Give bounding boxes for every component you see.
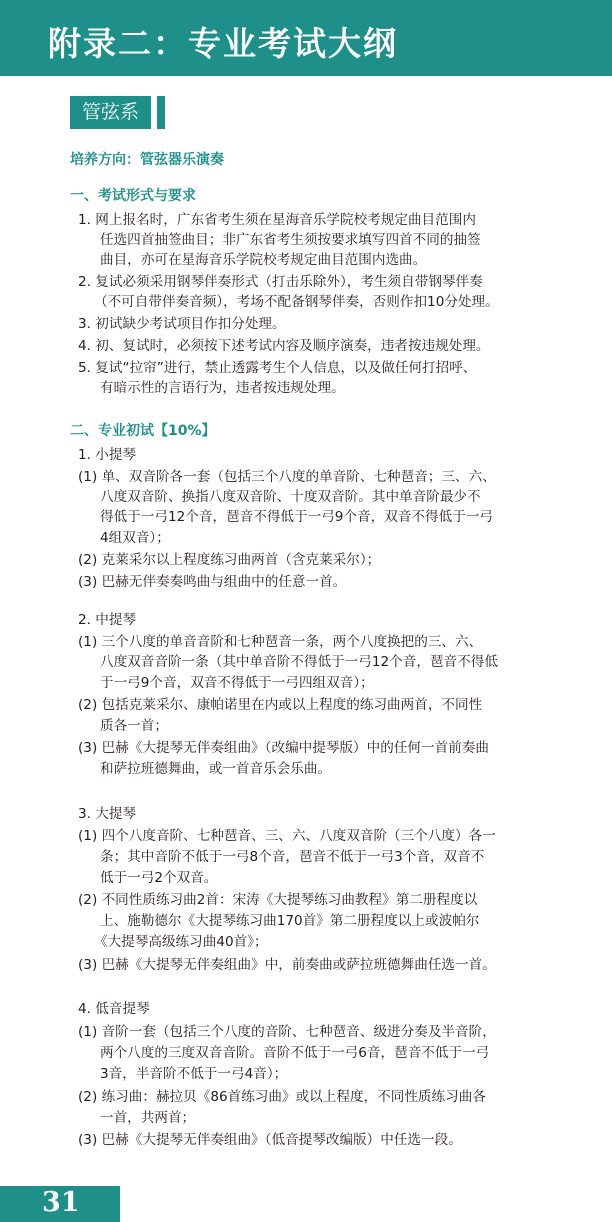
viola-line: 八度双音音阶一条（其中单音阶不得低于一弓12个音，琶音不得低 xyxy=(100,654,498,670)
cello-line: 条；其中音阶不低于一弓8个音，琶音不低于一弓3个音，双音不 xyxy=(100,849,485,865)
violin-heading: 1. 小提琴 xyxy=(78,447,137,463)
part1-line: 1. 网上报名时，广东省考生须在星海音乐学院校考规定曲目范围内 xyxy=(78,212,476,228)
viola-line: (3) 巴赫《大提琴无伴奏组曲》（改编中提琴版）中的任何一首前奏曲 xyxy=(78,740,489,756)
bass-line: (1) 音阶一套（包括三个八度的音阶、七种琶音、级进分奏及半音阶， xyxy=(78,1024,496,1040)
page-number: 31 xyxy=(42,1187,80,1218)
cello-line: 上、施勒德尔《大提琴练习曲170首》第二册程度以上或波帕尔 xyxy=(100,913,480,929)
part1-line: 有暗示性的言语行为，违者按违规处理。 xyxy=(100,380,345,396)
bass-line: 3音，半音阶不低于一弓4音）； xyxy=(100,1066,288,1082)
violin-line: 4组双音）； xyxy=(100,530,170,546)
part2-heading: 二、专业初试【10%】 xyxy=(70,423,216,439)
part1-line: 4. 初、复试时，必须按下述考试内容及顺序演奏，违者按违规处理。 xyxy=(78,338,490,354)
part1-line: 2. 复试必须采用钢琴伴奏形式（打击乐除外），考生须自带钢琴伴奏 xyxy=(78,274,483,290)
viola-line: 和萨拉班德舞曲，或一首音乐会乐曲。 xyxy=(100,761,332,777)
bass-line: (3) 巴赫《大提琴无伴奏组曲》（低音提琴改编版）中任选一段。 xyxy=(78,1132,462,1148)
cello-line: 《大提琴高级练习曲40首》； xyxy=(94,934,268,950)
part1-line: 3. 初试缺少考试项目作扣分处理。 xyxy=(78,316,286,332)
part1-heading: 一、考试形式与要求 xyxy=(70,188,196,204)
violin-line: (2) 克莱采尔以上程度练习曲两首（含克莱采尔）； xyxy=(78,552,381,568)
viola-line: 于一弓9个音，双音不得低于一弓四组双音）； xyxy=(100,675,374,691)
violin-line: 八度双音阶、换指八度双音阶、十度双音阶。其中单音阶最少不 xyxy=(100,489,481,505)
violin-line: 得低于一弓12个音，琶音不得低于一弓9个音，双音不得低于一弓 xyxy=(100,509,493,525)
cello-line: (1) 四个八度音阶、七种琶音、三、六、八度双音阶（三个八度）各一 xyxy=(78,828,496,844)
bass-line: 一首，共两首； xyxy=(100,1110,196,1126)
viola-heading: 2. 中提琴 xyxy=(78,612,137,628)
page-title: 附录二：专业考试大纲 xyxy=(48,24,398,63)
viola-line: 质各一首； xyxy=(100,718,168,734)
training-direction: 培养方向：管弦器乐演奏 xyxy=(70,152,224,168)
bass-line: (2) 练习曲：赫拉贝《86首练习曲》或以上程度，不同性质练习曲各 xyxy=(78,1089,486,1105)
violin-line: (3) 巴赫无伴奏奏鸣曲与组曲中的任意一首。 xyxy=(78,574,347,590)
part1-line: 5. 复试“拉帘”进行，禁止透露考生个人信息，以及做任何打招呼、 xyxy=(78,360,477,376)
part1-line: 曲目，亦可在星海音乐学院校考规定曲目范围内选曲。 xyxy=(100,252,427,268)
bass-heading: 4. 低音提琴 xyxy=(78,1001,150,1017)
cello-line: (2) 不同性质练习曲2首：宋涛《大提琴练习曲教程》第二册程度以 xyxy=(78,892,478,908)
cello-line: 低于一弓2个双音。 xyxy=(100,870,218,886)
bass-line: 两个八度的三度双音音阶。音阶不低于一弓6音，琶音不低于一弓 xyxy=(100,1045,490,1061)
section-tag-bar xyxy=(157,96,165,129)
cello-line: (3) 巴赫《大提琴无伴奏组曲》中，前奏曲或萨拉班德舞曲任选一首。 xyxy=(78,957,496,973)
cello-heading: 3. 大提琴 xyxy=(78,806,137,822)
part1-line: 任选四首抽签曲目；非广东省考生须按要求填写四首不同的抽签 xyxy=(100,232,481,248)
violin-line: (1) 单、双音阶各一套（包括三个八度的单音阶、七种琶音；三、六、 xyxy=(78,469,496,485)
part1-line: （不可自带伴奏音频），考场不配备钢琴伴奏，否则作扣10分处理。 xyxy=(94,294,499,310)
viola-line: (1) 三个八度的单音音阶和七种琶音一条，两个八度换把的三、六、 xyxy=(78,634,483,650)
viola-line: (2) 包括克莱采尔、康帕诺里在内或以上程度的练习曲两首，不同性 xyxy=(78,697,483,713)
section-tag: 管弦系 xyxy=(70,96,151,129)
